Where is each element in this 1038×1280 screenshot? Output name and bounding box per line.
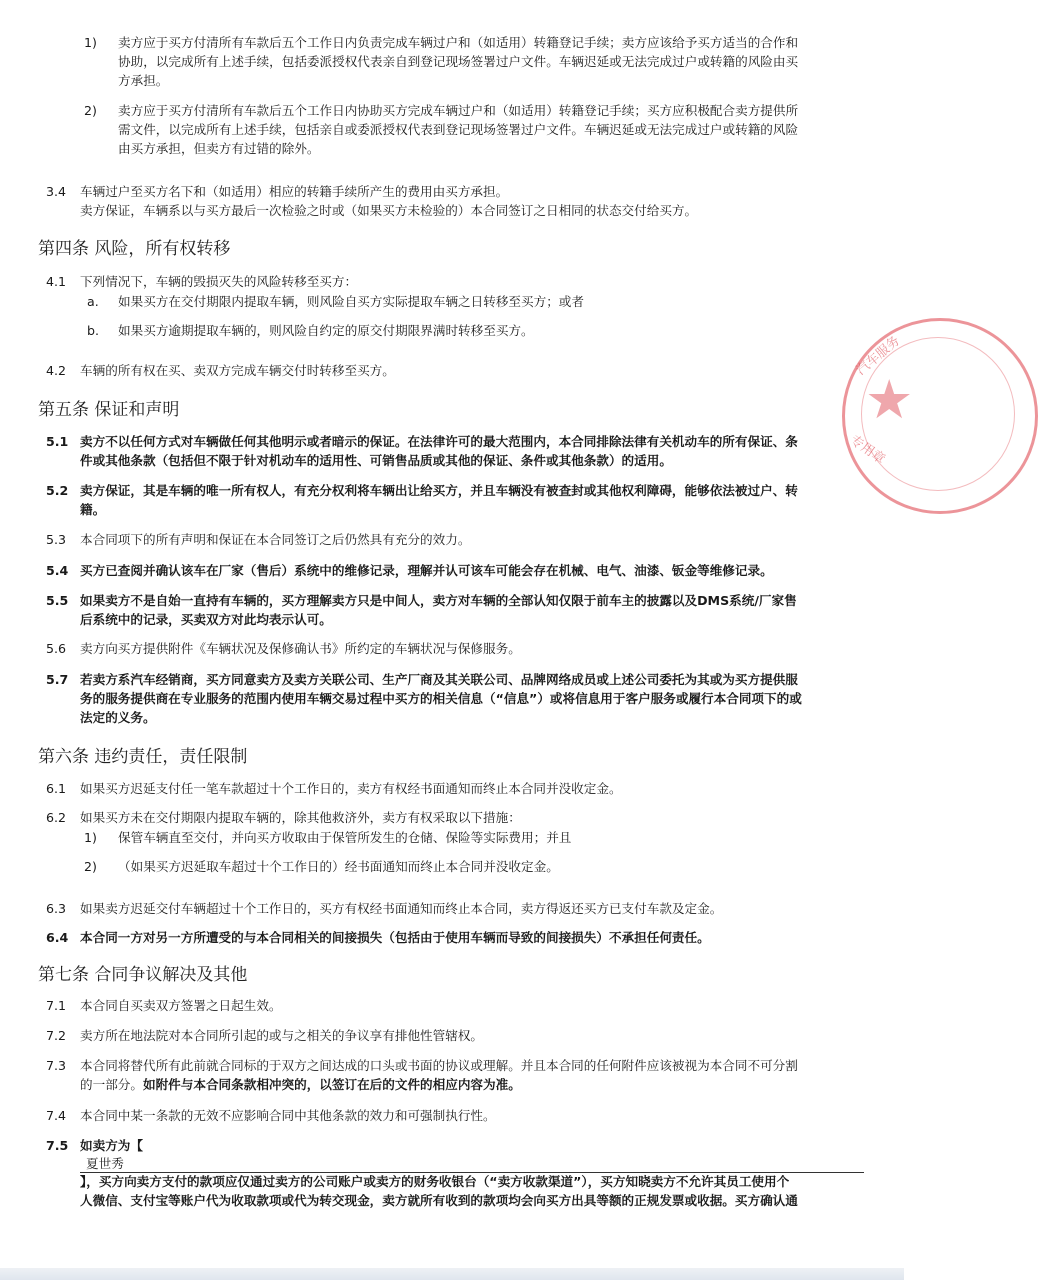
clause-number: 5.1 xyxy=(46,434,69,449)
clause-7-1-text: 本合同自买卖双方签署之日起生效。 xyxy=(80,998,282,1013)
clause-number: 5.3 xyxy=(46,532,67,547)
article-5-heading: 第五条 保证和声明 xyxy=(38,400,180,420)
clause-number: 7.3 xyxy=(46,1058,67,1073)
clause-4-1-text: 下列情况下，车辆的毁损灭失的风险转移至买方： xyxy=(80,274,358,289)
clause-number: 4.2 xyxy=(46,363,67,378)
clause-5-5-text: 如果卖方不是自始一直持有车辆的，买方理解卖方只是中间人，卖方对车辆的全部认知仅限于前车主的披露以及DMS系统/厂家售 后系统中的记录，买卖双方对此均表示认可。 xyxy=(80,593,797,627)
seal-text: 汽车服务 xyxy=(853,333,904,379)
clause-6-3-text: 如果卖方迟延交付车辆超过十个工作日的，买方有权经书面通知而终止本合同，卖方得返还买方已支付车款及定金。 xyxy=(80,901,723,916)
clause-5-4-text: 买方已查阅并确认该车在厂家（售后）系统中的维修记录，理解并认可该车可能会存在机械、电气、油漆、钣金等维修记录。 xyxy=(80,563,773,578)
clause-number: 3.4 xyxy=(46,184,67,199)
item-number: 1) xyxy=(84,35,97,50)
clause-5-6-text: 卖方向买方提供附件《车辆状况及保修确认书》所约定的车辆状况与保修服务。 xyxy=(80,641,521,656)
clause-6-2-text: 如果买方未在交付期限内提取车辆的，除其他救济外，卖方有权采取以下措施： xyxy=(80,810,521,825)
clause-number: 5.7 xyxy=(46,672,69,687)
clause-number: 4.1 xyxy=(46,274,67,289)
item-4-1-a-text: 如果买方在交付期限内提取车辆，则风险自买方实际提取车辆之日转移至买方；或者 xyxy=(118,294,584,309)
item-number: 1) xyxy=(84,830,97,845)
clause-number: 7.1 xyxy=(46,998,67,1013)
clause-number: 7.2 xyxy=(46,1028,67,1043)
clause-5-2-text: 卖方保证，其是车辆的唯一所有权人，有充分权利将车辆出让给买方，并且车辆没有被查封或其他权利障碍，能够依法被过户、转 籍。 xyxy=(80,483,798,517)
item-number: a. xyxy=(87,294,99,309)
clause-7-2-text: 卖方所在地法院对本合同所引起的或与之相关的争议享有排他性管辖权。 xyxy=(80,1028,483,1043)
clause-number: 6.3 xyxy=(46,901,67,916)
item-6-2-2-text: （如果买方迟延取车超过十个工作日的）经书面通知而终止本合同并没收定金。 xyxy=(118,859,559,874)
clause-number: 5.4 xyxy=(46,563,69,578)
clause-number: 7.4 xyxy=(46,1108,67,1123)
clause-number: 5.6 xyxy=(46,641,67,656)
clause-5-7-text: 若卖方系汽车经销商，买方同意卖方及卖方关联公司、生产厂商及其关联公司、品牌网络成员或上述公司委托为其或为买方提供服 务的服务提供商在专业服务的范围内使用车辆交易过程中买方的相关信息（“信息”）或将信息用于客户服务或履行本合同项下的或 法定的义务。 xyxy=(80,672,802,725)
seal-text: 专用章 xyxy=(847,432,888,468)
clause-number: 6.2 xyxy=(46,810,67,825)
item-6-2-1-text: 保管车辆直至交付，并向买方收取由于保管所发生的仓储、保险等实际费用；并且 xyxy=(118,830,572,845)
clause-6-1-text: 如果买方迟延支付任一笔车款超过十个工作日的，卖方有权经书面通知而终止本合同并没收定金。 xyxy=(80,781,622,796)
clause-4-2-text: 车辆的所有权在买、卖双方完成车辆交付时转移至买方。 xyxy=(80,363,395,378)
clause-3-4-text: 车辆过户至买方名下和（如适用）相应的转籍手续所产生的费用由买方承担。 卖方保证，车辆系以与买方最后一次检验之时或（如果买方未检验的）本合同签订之日相同的状态交付给买方。 xyxy=(80,184,698,218)
seller-name-fill: 夏世秀 xyxy=(86,1156,124,1171)
clause-5-1-text: 卖方不以任何方式对车辆做任何其他明示或者暗示的保证。在法律许可的最大范围内，本合同排除法律有关机动车的所有保证、条 件或其他条款（包括但不限于针对机动车的适用性、可销售品质或其他的保证、条件或其他条款）的适用。 xyxy=(80,434,798,468)
clause-7-3-text: 本合同将替代所有此前就合同标的于双方之间达成的口头或书面的协议或理解。并且本合同的任何附件应该被视为本合同不可分割 的一部分。如附件与本合同条款相冲突的，以签订在后的文件的相应内容为准。 xyxy=(80,1058,798,1092)
article-6-heading: 第六条 违约责任，责任限制 xyxy=(38,747,248,767)
clause-5-3-text: 本合同项下的所有声明和保证在本合同签订之后仍然具有充分的效力。 xyxy=(80,532,471,547)
item-number: b. xyxy=(87,323,99,338)
item-number: 2) xyxy=(84,859,97,874)
clause-number: 6.4 xyxy=(46,930,69,945)
clause-7-5-lead: 如卖方为【 xyxy=(80,1138,143,1153)
article-7-heading: 第七条 合同争议解决及其他 xyxy=(38,965,248,985)
page-bottom-edge xyxy=(0,1268,904,1280)
clause-number: 7.5 xyxy=(46,1138,69,1153)
clause-number: 5.5 xyxy=(46,593,69,608)
item-number: 2) xyxy=(84,103,97,118)
item-3-2-text: 卖方应于买方付清所有车款后五个工作日内协助买方完成车辆过户和（如适用）转籍登记手续；买方应积极配合卖方提供所 需文件，以完成所有上述手续，包括亲自或委派授权代表到登记现场签署过户文件。车辆迟延或无法完成过户或转籍的风险 由买方承担，但卖方有过错的除外。 xyxy=(118,103,799,156)
clause-7-4-text: 本合同中某一条款的无效不应影响合同中其他条款的效力和可强制执行性。 xyxy=(80,1108,496,1123)
clause-number: 6.1 xyxy=(46,781,67,796)
clause-7-5-text: 】，买方向卖方支付的款项应仅通过卖方的公司账户或卖方的财务收银台（“卖方收款渠道”），买方知晓卖方不允许其员工使用个 人微信、支付宝等账户代为收取款项或代为转交现金，卖方就所有收到的款项均会向买方出具等额的正规发票或收据。买方确认通 xyxy=(80,1174,798,1208)
item-3-1-text: 卖方应于买方付清所有车款后五个工作日内负责完成车辆过户和（如适用）转籍登记手续；卖方应该给予买方适当的合作和 协助，以完成所有上述手续，包括委派授权代表亲自到登记现场签署过户文件。车辆迟延或无法完成过户或转籍的风险由买 方承担。 xyxy=(118,35,799,88)
item-4-1-b-text: 如果买方逾期提取车辆的，则风险自约定的原交付期限界满时转移至买方。 xyxy=(118,323,534,338)
star-icon: ★ xyxy=(865,368,914,431)
clause-6-4-text: 本合同一方对另一方所遭受的与本合同相关的间接损失（包括由于使用车辆而导致的间接损失）不承担任何责任。 xyxy=(80,930,710,945)
article-4-heading: 第四条 风险，所有权转移 xyxy=(38,239,231,259)
clause-number: 5.2 xyxy=(46,483,69,498)
seal-stamp xyxy=(842,318,1038,514)
